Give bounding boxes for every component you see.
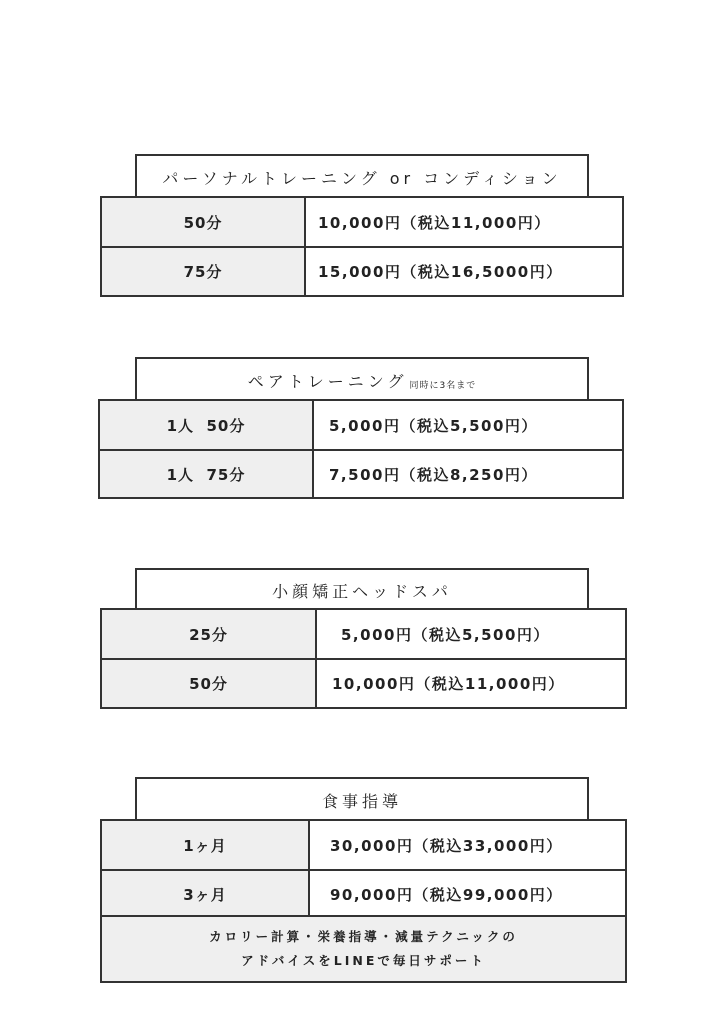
section-title: 小顔矯正ヘッドスパ	[272, 581, 452, 601]
table-row	[102, 198, 622, 246]
table-row	[100, 449, 622, 497]
table-row	[102, 246, 622, 295]
head-spa-title-tab	[135, 568, 589, 610]
diet-coaching-price-table	[100, 819, 627, 983]
duration-cell: 1ヶ月	[102, 821, 310, 869]
section-title: パーソナルトレーニング or コンディション	[162, 168, 562, 188]
section-title: 食事指導	[321, 791, 402, 811]
duration-cell: 3ヶ月	[102, 871, 310, 917]
price-cell: 7,500円（税込8,250円）	[314, 451, 622, 497]
note-line: アドバイスをLINEで毎日サポート	[241, 953, 486, 968]
duration-cell: 1人 75分	[100, 451, 314, 497]
personal-training-price-table	[100, 196, 624, 297]
table-row	[102, 869, 625, 917]
head-spa-price-table	[100, 608, 627, 709]
duration-cell: 75分	[102, 248, 306, 295]
pair-training-title-tab	[135, 357, 589, 401]
diet-coaching-note	[102, 915, 625, 981]
price-cell: 30,000円（税込33,000円）	[310, 821, 625, 869]
price-cell: 10,000円（税込11,000円）	[317, 660, 625, 707]
pair-training-price-table	[98, 399, 624, 499]
note-line: カロリー計算・栄養指導・減量テクニックの	[209, 929, 518, 944]
price-cell: 5,000円（税込5,500円）	[317, 610, 625, 658]
duration-cell: 50分	[102, 198, 306, 246]
duration-cell: 50分	[102, 660, 317, 707]
table-row	[102, 658, 625, 707]
table-row	[102, 821, 625, 869]
section-title: ペアトレーニング	[247, 371, 408, 391]
price-cell: 5,000円（税込5,500円）	[314, 401, 622, 449]
diet-coaching-title-tab	[135, 777, 589, 821]
duration-cell: 25分	[102, 610, 317, 658]
table-row	[100, 401, 622, 449]
table-row	[102, 610, 625, 658]
price-cell: 90,000円（税込99,000円）	[310, 871, 625, 917]
personal-training-title-tab	[135, 154, 589, 198]
section-title-note: 同時に3名まで	[409, 381, 477, 391]
price-cell: 15,000円（税込16,5000円）	[306, 248, 622, 295]
duration-cell: 1人 50分	[100, 401, 314, 449]
price-cell: 10,000円（税込11,000円）	[306, 198, 622, 246]
